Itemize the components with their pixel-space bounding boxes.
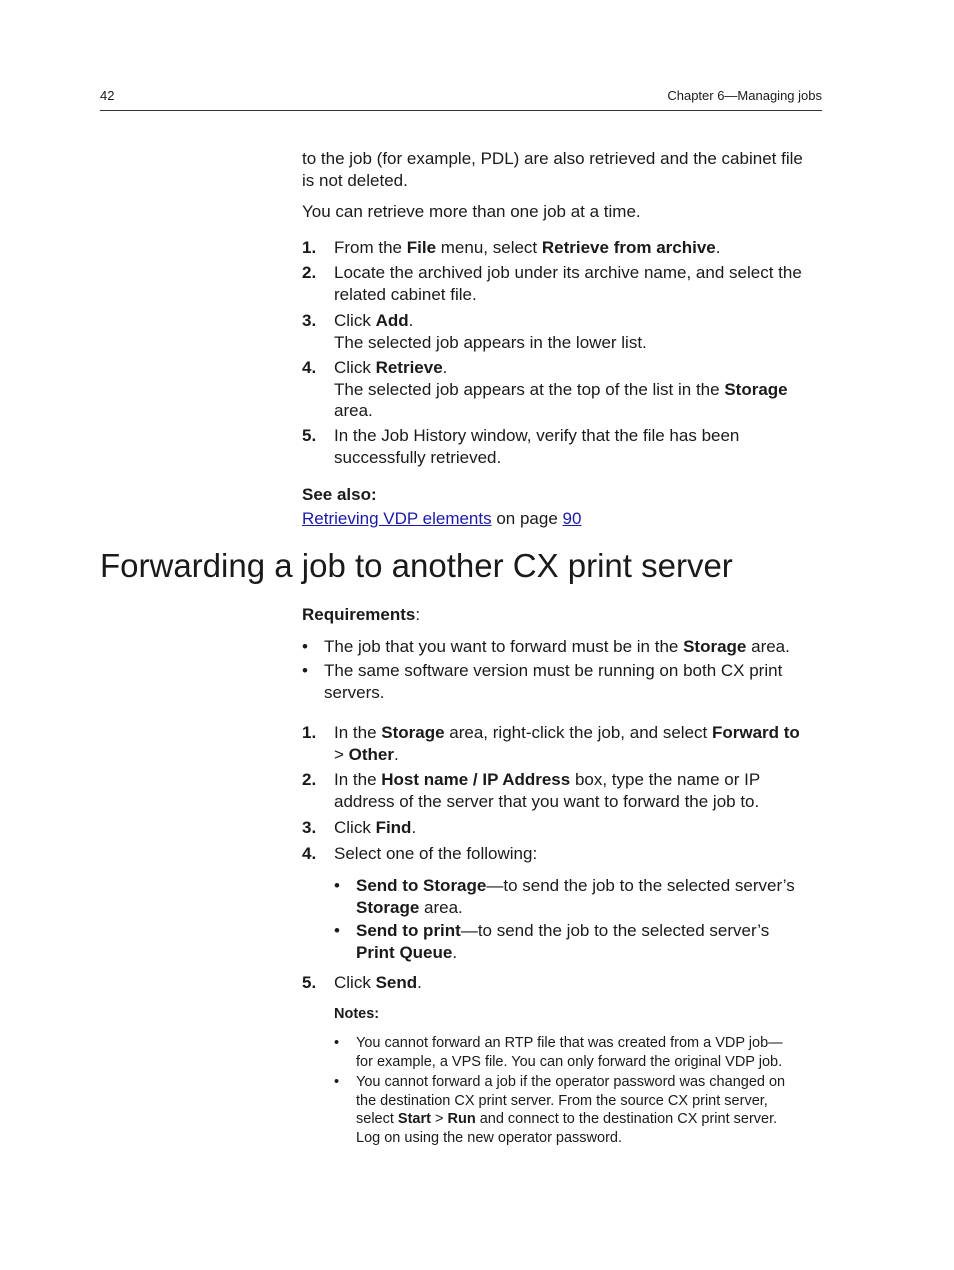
see-also-line: Retrieving VDP elements on page 90 xyxy=(302,509,582,528)
page-number: 42 xyxy=(100,88,115,103)
requirements-heading: Requirements: xyxy=(302,605,421,624)
bullet-icon: • xyxy=(334,1074,340,1090)
notes-heading: Notes: xyxy=(334,1006,380,1022)
intro-paragraph: to the job (for example, PDL) are also retrieved and the cabinet file is not deleted. xyxy=(302,149,803,190)
bullet-icon: • xyxy=(334,876,340,895)
step-result: The selected job appears in the lower list. xyxy=(334,332,647,352)
see-also-heading: See also: xyxy=(302,485,377,504)
bullet-icon: • xyxy=(302,661,308,680)
page-header xyxy=(100,88,822,111)
bullet-icon: • xyxy=(334,921,340,940)
bullet-icon: • xyxy=(334,1035,340,1051)
chapter-title: Chapter 6—Managing jobs xyxy=(667,88,822,103)
section-title: Forwarding a job to another CX print server xyxy=(100,547,733,584)
intro-more: You can retrieve more than one job at a time. xyxy=(302,202,641,221)
see-also-page-link[interactable]: 90 xyxy=(562,509,582,528)
see-also-link[interactable]: Retrieving VDP elements xyxy=(302,509,492,528)
bullet-icon: • xyxy=(302,637,308,656)
